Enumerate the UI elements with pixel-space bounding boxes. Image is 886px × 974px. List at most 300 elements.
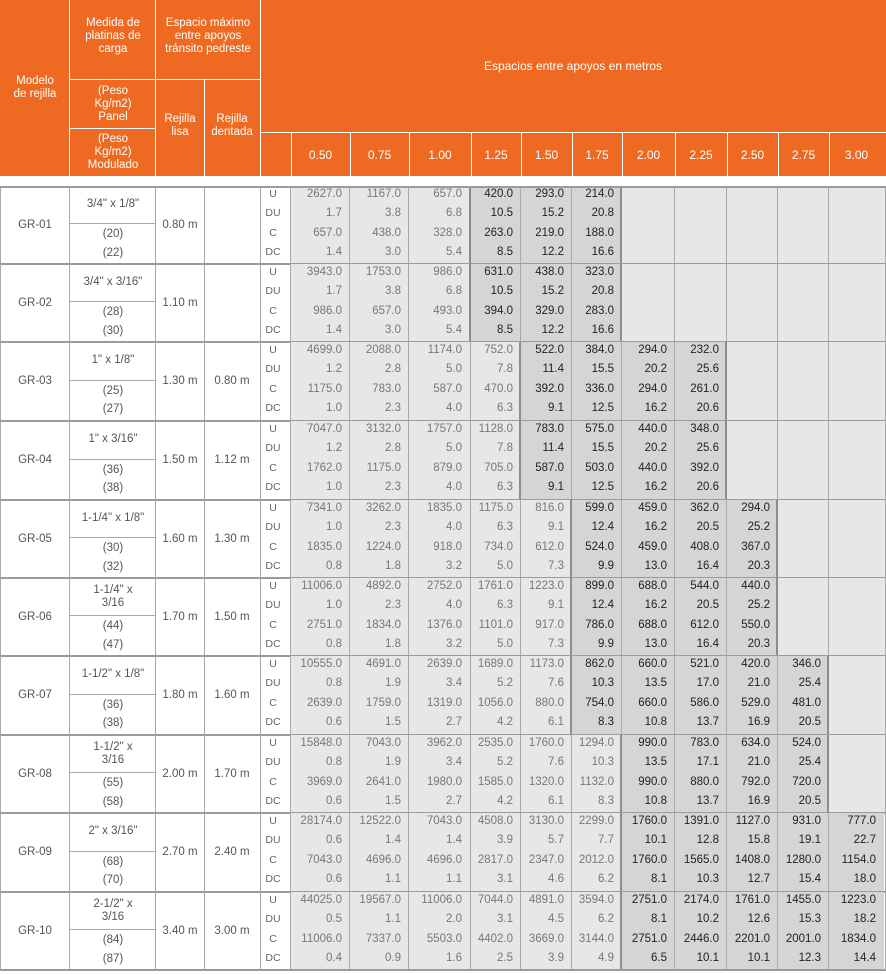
- value-cell: 9.1: [548, 599, 564, 612]
- value-cell: 21.0: [747, 756, 770, 769]
- value-cell: 7047.0: [306, 423, 342, 435]
- value-cell: 1.5: [385, 716, 401, 729]
- value-cell: 2174.0: [683, 894, 719, 906]
- value-cell: 986.0: [313, 304, 342, 317]
- value-cell: 5503.0: [426, 932, 462, 945]
- model-name: GR-01: [18, 218, 52, 231]
- value-cell: 734.0: [484, 540, 513, 553]
- value-cell: 408.0: [690, 540, 719, 553]
- value-cell: 16.2: [644, 481, 667, 494]
- grid-line: [408, 892, 409, 970]
- value-cell: 10.2: [696, 913, 719, 926]
- grid-line: [155, 500, 156, 578]
- value-cell: 4891.0: [528, 894, 564, 906]
- header-peso-modulado: (Peso Kg/m2) Modulado: [87, 133, 139, 171]
- value-cell: 12522.0: [359, 815, 401, 827]
- value-cell: 777.0: [847, 815, 876, 827]
- grid-line: [620, 264, 622, 342]
- value-cell: 21.0: [747, 677, 770, 690]
- weight-panel: (30): [102, 542, 124, 555]
- header-model: Modelo de rejilla: [13, 75, 57, 100]
- grid-line: [520, 500, 521, 578]
- cell-background: [726, 421, 886, 500]
- value-cell: 7337.0: [365, 932, 401, 945]
- grid-line: [349, 578, 350, 656]
- value-cell: 1320.0: [528, 775, 564, 788]
- value-cell: 7.7: [598, 834, 614, 847]
- value-cell: 1408.0: [734, 853, 770, 866]
- value-cell: 1175.0: [307, 382, 342, 395]
- grid-line: [290, 892, 291, 970]
- grid-line: [155, 892, 156, 970]
- value-cell: 7044.0: [477, 894, 513, 906]
- value-cell: 15.8: [747, 834, 770, 847]
- span-lisa: 1.30 m: [162, 375, 198, 387]
- value-cell: 8.1: [651, 873, 667, 886]
- value-cell: 13.0: [644, 560, 667, 573]
- grid-line: [828, 421, 829, 500]
- value-cell: 2752.0: [426, 580, 462, 592]
- weight-panel: (28): [102, 306, 124, 319]
- value-cell: 12.2: [541, 246, 564, 259]
- value-cell: 0.8: [326, 677, 342, 690]
- value-cell: 2.8: [385, 363, 401, 376]
- grid-line: [69, 656, 70, 735]
- value-cell: 13.7: [696, 795, 719, 808]
- grid-line: [674, 342, 675, 421]
- grid-line: [570, 656, 572, 735]
- value-cell: 18.2: [853, 913, 876, 926]
- model-name: GR-04: [18, 454, 52, 466]
- grid-line: [520, 735, 521, 813]
- value-cell: 17.1: [696, 756, 719, 769]
- value-cell: 11006.0: [421, 894, 462, 906]
- value-cell: 459.0: [638, 540, 667, 553]
- load-label: C: [269, 696, 277, 709]
- value-cell: 587.0: [433, 382, 462, 395]
- value-cell: 2.3: [385, 481, 401, 494]
- load-label: DC: [265, 638, 281, 651]
- value-cell: 12.5: [591, 402, 614, 415]
- value-cell: 4.2: [497, 716, 513, 729]
- span-dentada: 1.60 m: [214, 689, 250, 701]
- span-dentada: 1.50 m: [214, 610, 250, 623]
- value-cell: 688.0: [638, 618, 667, 631]
- span-dentada: 1.70 m: [214, 767, 250, 780]
- model-name: GR-03: [18, 375, 52, 387]
- model-name: GR-06: [18, 610, 52, 623]
- grid-line: [349, 500, 350, 578]
- value-cell: 3.8: [385, 285, 401, 298]
- value-cell: 2201.0: [734, 932, 770, 945]
- value-cell: 12.4: [591, 521, 614, 534]
- grid-line: [408, 421, 409, 500]
- grid-line: [204, 500, 205, 578]
- grid-line: [260, 342, 261, 421]
- value-cell: 4.5: [548, 913, 564, 926]
- grid-line: [260, 735, 261, 813]
- grid-line: [204, 656, 205, 735]
- value-cell: 1585.0: [477, 775, 513, 788]
- span-3.00: 3.00: [844, 147, 869, 162]
- model-name: GR-08: [18, 767, 52, 780]
- grid-line: [726, 264, 727, 342]
- grid-line: [519, 342, 521, 421]
- grid-line: [0, 578, 1, 656]
- cell-background: [726, 342, 886, 421]
- load-table: [0, 186, 886, 972]
- table-row: [0, 578, 886, 656]
- weight-panel: (20): [102, 228, 124, 241]
- value-cell: 2751.0: [631, 932, 667, 945]
- value-cell: 705.0: [484, 461, 513, 474]
- value-cell: 2088.0: [365, 344, 401, 356]
- value-cell: 14.4: [853, 952, 876, 965]
- value-cell: 12.4: [591, 599, 614, 612]
- value-cell: 20.6: [696, 402, 719, 415]
- grid-line: [0, 735, 1, 813]
- value-cell: 752.0: [484, 344, 513, 356]
- grid-line: [470, 500, 471, 578]
- span-0.50: 0.50: [308, 147, 333, 162]
- value-cell: 392.0: [690, 461, 719, 474]
- load-label: C: [269, 775, 277, 788]
- value-cell: 1761.0: [734, 894, 770, 906]
- grid-line: [777, 186, 778, 264]
- grid-line: [349, 892, 350, 970]
- value-cell: 11.4: [542, 442, 564, 455]
- value-cell: 10555.0: [300, 658, 342, 670]
- value-cell: 3.0: [385, 324, 401, 337]
- grid-line: [0, 421, 1, 500]
- value-cell: 1175.0: [478, 502, 513, 514]
- value-cell: 6.2: [598, 873, 614, 886]
- grid-line: [290, 578, 291, 656]
- value-cell: 4696.0: [426, 853, 462, 866]
- value-cell: 1173.0: [529, 658, 564, 670]
- value-cell: 493.0: [433, 304, 462, 317]
- grid-line: [260, 500, 261, 578]
- bar-size: 2-1/2" x 3/16: [93, 897, 133, 923]
- value-cell: 1.0: [326, 599, 342, 612]
- value-cell: 12.8: [696, 834, 719, 847]
- value-cell: 2.5: [497, 952, 513, 965]
- load-label: DU: [265, 756, 281, 769]
- weight-modulado: (47): [102, 638, 124, 651]
- value-cell: 6.5: [651, 952, 667, 965]
- value-cell: 20.8: [591, 207, 614, 220]
- value-cell: 11.4: [542, 363, 564, 376]
- value-cell: 293.0: [535, 188, 564, 200]
- value-cell: 1.4: [326, 324, 342, 337]
- value-cell: 3.9: [497, 834, 513, 847]
- grid-line: [621, 421, 622, 500]
- header-peso-panel: (Peso Kg/m2) Panel: [94, 84, 132, 123]
- cell-background: [777, 500, 886, 578]
- model-name: GR-09: [18, 846, 52, 858]
- weight-modulado: (58): [102, 795, 124, 808]
- grid-line: [0, 500, 1, 578]
- grid-line: [0, 264, 1, 342]
- value-cell: 1127.0: [735, 815, 770, 827]
- value-cell: 5.0: [497, 560, 513, 573]
- value-cell: 16.4: [696, 638, 719, 651]
- load-label: DC: [265, 481, 281, 494]
- value-cell: 1294.0: [578, 737, 614, 749]
- value-cell: 754.0: [585, 696, 614, 709]
- grid-line: [70, 694, 156, 695]
- grid-line: [571, 735, 572, 813]
- value-cell: 786.0: [585, 618, 614, 631]
- row-separator: [0, 186, 886, 188]
- value-cell: 0.8: [326, 560, 342, 573]
- grid-line: [828, 500, 829, 578]
- value-cell: 8.1: [651, 913, 667, 926]
- value-cell: 4.0: [446, 599, 462, 612]
- value-cell: 1128.0: [478, 423, 513, 435]
- bar-size: 1" x 3/16": [88, 433, 138, 446]
- value-cell: 4.0: [446, 402, 462, 415]
- value-cell: 3.0: [385, 246, 401, 259]
- grid-line: [155, 735, 156, 813]
- grid-line: [777, 656, 778, 735]
- value-cell: 1835.0: [306, 540, 342, 553]
- value-cell: 1224.0: [365, 540, 401, 553]
- value-cell: 503.0: [585, 461, 614, 474]
- value-cell: 1.2: [326, 442, 342, 455]
- span-lisa: 2.00 m: [162, 767, 198, 780]
- grid-line: [155, 264, 156, 342]
- grid-line: [204, 578, 205, 656]
- bar-size: 1-1/2" x 1/8": [81, 668, 145, 681]
- grid-line: [0, 342, 1, 421]
- table-row: [0, 656, 886, 735]
- value-cell: 521.0: [690, 658, 719, 670]
- value-cell: 612.0: [535, 540, 564, 553]
- value-cell: 25.4: [798, 677, 821, 690]
- grid-line: [621, 578, 622, 656]
- value-cell: 1.1: [446, 873, 462, 886]
- grid-line: [260, 813, 261, 892]
- table-row: [0, 186, 886, 264]
- value-cell: 720.0: [792, 775, 821, 788]
- value-cell: 8.3: [598, 795, 614, 808]
- value-cell: 6.2: [598, 913, 614, 926]
- value-cell: 283.0: [585, 304, 614, 317]
- value-cell: 11006.0: [301, 580, 342, 592]
- value-cell: 1167.0: [366, 188, 401, 200]
- value-cell: 323.0: [585, 266, 614, 278]
- span-lisa: 1.50 m: [162, 454, 198, 466]
- grid-line: [520, 186, 521, 264]
- value-cell: 3.1: [497, 913, 513, 926]
- value-cell: 6.3: [497, 599, 513, 612]
- value-cell: 3.4: [446, 677, 462, 690]
- span-1.50: 1.50: [534, 147, 559, 162]
- grid-line: [777, 813, 778, 892]
- grid-line: [621, 500, 622, 578]
- value-cell: 7341.0: [306, 502, 342, 514]
- value-cell: 420.0: [741, 658, 770, 670]
- value-cell: 3.9: [548, 952, 564, 965]
- load-label: DC: [265, 402, 281, 415]
- grid-line: [290, 342, 291, 421]
- grid-line: [674, 735, 675, 813]
- grid-line: [726, 735, 727, 813]
- value-cell: 7.6: [548, 677, 564, 690]
- grid-line: [408, 656, 409, 735]
- load-label: C: [269, 618, 277, 631]
- span-2.25: 2.25: [689, 147, 713, 162]
- value-cell: 2.3: [385, 599, 401, 612]
- value-cell: 2817.0: [477, 853, 513, 866]
- grid-line: [290, 813, 291, 892]
- value-cell: 294.0: [638, 344, 667, 356]
- value-cell: 10.8: [644, 716, 667, 729]
- value-cell: 783.0: [372, 382, 401, 395]
- grid-line: [828, 264, 829, 342]
- value-cell: 19567.0: [359, 894, 401, 906]
- value-cell: 1.0: [326, 402, 342, 415]
- value-cell: 5.4: [446, 324, 462, 337]
- value-cell: 3.4: [446, 756, 462, 769]
- value-cell: 2446.0: [683, 932, 719, 945]
- span-2.75: 2.75: [791, 147, 816, 162]
- value-cell: 7.6: [548, 756, 564, 769]
- value-cell: 0.6: [326, 834, 342, 847]
- span-dentada: 3.00 m: [214, 924, 250, 937]
- grid-line: [827, 656, 829, 735]
- value-cell: 18.0: [853, 873, 876, 886]
- value-cell: 12.5: [591, 481, 614, 494]
- load-label: DU: [265, 285, 281, 298]
- header-measure: Medida de platinas de carga: [85, 16, 141, 55]
- header-max-space: Espacio máximo entre apoyos tránsito pedreste: [165, 16, 251, 55]
- value-cell: 8.3: [598, 716, 614, 729]
- value-cell: 384.0: [585, 344, 614, 356]
- grid-line: [570, 500, 572, 578]
- value-cell: 394.0: [484, 304, 513, 317]
- value-cell: 1753.0: [365, 266, 401, 278]
- grid-line: [726, 578, 727, 656]
- value-cell: 12.6: [747, 913, 770, 926]
- bar-size: 1-1/4" x 3/16: [93, 583, 133, 609]
- grid-line: [726, 186, 727, 264]
- value-cell: 1280.0: [785, 853, 821, 866]
- load-label: C: [269, 540, 277, 553]
- grid-line: [0, 186, 1, 264]
- grid-line: [828, 892, 829, 970]
- value-cell: 4.2: [497, 795, 513, 808]
- value-cell: 3130.0: [528, 815, 564, 827]
- header-divider: [260, 0, 261, 176]
- grid-line: [408, 186, 409, 264]
- load-label: U: [269, 737, 277, 749]
- value-cell: 336.0: [585, 382, 614, 395]
- value-cell: 6.1: [548, 716, 564, 729]
- weight-modulado: (30): [102, 324, 124, 337]
- value-cell: 2751.0: [631, 894, 667, 906]
- grid-line: [70, 929, 156, 930]
- grid-line: [408, 813, 409, 892]
- grid-line: [828, 813, 829, 892]
- value-cell: 862.0: [585, 658, 614, 670]
- grid-line: [571, 342, 572, 421]
- weight-modulado: (38): [102, 717, 124, 730]
- value-cell: 470.0: [484, 382, 513, 395]
- value-cell: 3669.0: [528, 932, 564, 945]
- value-cell: 2.3: [385, 521, 401, 534]
- load-label: DC: [265, 324, 281, 337]
- value-cell: 1223.0: [528, 580, 564, 592]
- grid-line: [290, 735, 291, 813]
- value-cell: 986.0: [433, 266, 462, 278]
- grid-line: [828, 342, 829, 421]
- value-cell: 522.0: [535, 344, 564, 356]
- value-cell: 1.6: [446, 952, 462, 965]
- grid-line: [726, 656, 727, 735]
- grid-line: [777, 264, 778, 342]
- grid-line: [290, 186, 291, 264]
- value-cell: 3.2: [446, 638, 462, 651]
- value-cell: 657.0: [433, 188, 462, 200]
- value-cell: 9.1: [548, 481, 564, 494]
- grid-line: [155, 186, 156, 264]
- value-cell: 15848.0: [300, 737, 342, 749]
- value-cell: 2.7: [446, 795, 462, 808]
- weight-modulado: (70): [102, 874, 124, 887]
- value-cell: 2751.0: [306, 618, 342, 631]
- grid-line: [69, 500, 70, 578]
- value-cell: 15.2: [541, 285, 564, 298]
- value-cell: 6.1: [548, 795, 564, 808]
- value-cell: 346.0: [792, 658, 821, 670]
- value-cell: 2639.0: [426, 658, 462, 670]
- value-cell: 1.0: [326, 521, 342, 534]
- load-label: DU: [265, 913, 281, 926]
- value-cell: 16.2: [644, 599, 667, 612]
- grid-line: [520, 813, 521, 892]
- value-cell: 0.8: [326, 756, 342, 769]
- load-label: DU: [265, 599, 281, 612]
- grid-line: [349, 656, 350, 735]
- grid-line: [777, 892, 778, 970]
- value-cell: 10.3: [591, 756, 614, 769]
- table-row: [0, 264, 886, 342]
- load-label: DC: [265, 246, 281, 259]
- grid-line: [674, 656, 675, 735]
- value-cell: 10.1: [747, 952, 770, 965]
- value-cell: 1.4: [446, 834, 462, 847]
- load-label: C: [269, 932, 277, 945]
- value-cell: 15.4: [798, 873, 821, 886]
- value-cell: 2.0: [446, 913, 462, 926]
- value-cell: 3969.0: [306, 775, 342, 788]
- value-cell: 587.0: [535, 461, 564, 474]
- value-cell: 16.9: [747, 795, 770, 808]
- value-cell: 2.3: [385, 402, 401, 415]
- value-cell: 1319.0: [426, 696, 462, 709]
- value-cell: 10.5: [490, 285, 513, 298]
- value-cell: 586.0: [690, 696, 719, 709]
- grid-line: [674, 813, 675, 892]
- value-cell: 459.0: [638, 502, 667, 514]
- weight-modulado: (38): [102, 482, 124, 495]
- load-label: DU: [265, 834, 281, 847]
- grid-line: [570, 578, 572, 656]
- value-cell: 1.7: [326, 207, 342, 220]
- weight-panel: (25): [102, 384, 124, 397]
